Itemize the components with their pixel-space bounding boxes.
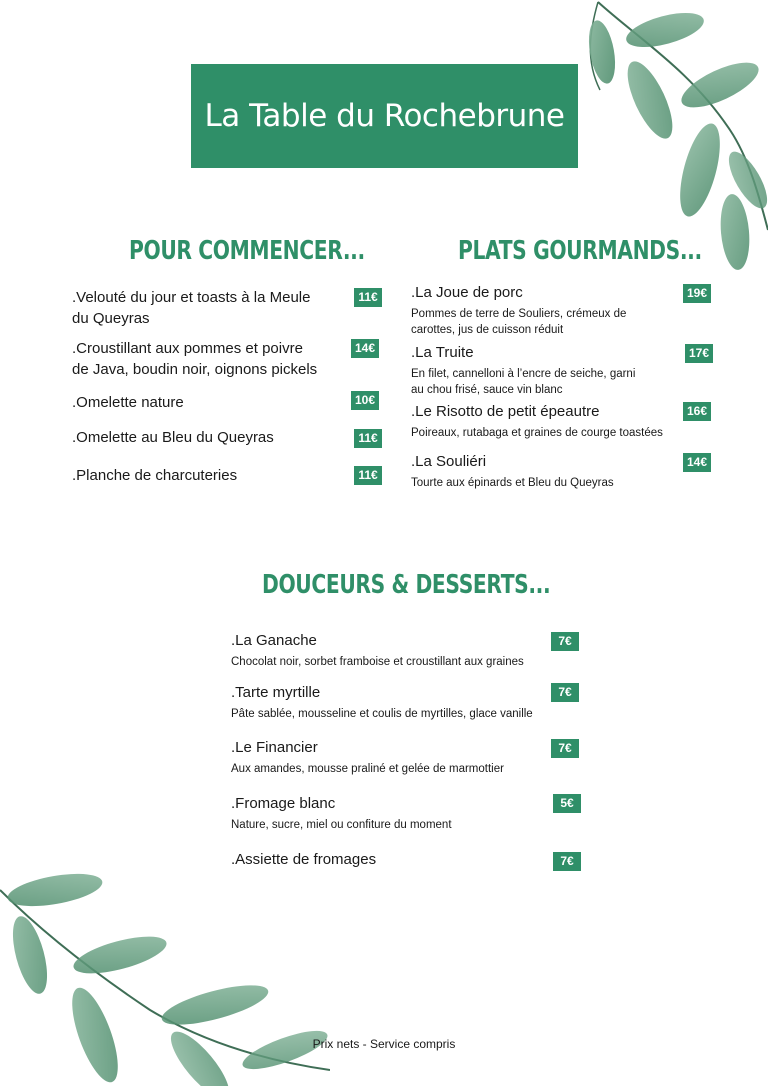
- item-description: Aux amandes, mousse praliné et gelée de marmottier: [231, 763, 504, 775]
- menu-item: [72, 287, 310, 329]
- price-badge: 17€: [685, 344, 713, 363]
- item-description: Nature, sucre, miel ou confiture du moment: [231, 819, 452, 831]
- item-name: .Croustillant aux pommes et poivre de Java, boudin noir, oignons pickels: [72, 340, 318, 378]
- item-description: Chocolat noir, sorbet framboise et croustillant aux graines: [231, 656, 524, 668]
- menu-item: [231, 630, 561, 670]
- item-name: .Planche de charcuteries: [72, 467, 238, 484]
- menu-item: [72, 338, 317, 380]
- menu-item: [231, 849, 561, 870]
- price-badge: 7€: [553, 852, 581, 871]
- item-description: Pommes de terre de Souliers, crémeux de carottes, jus de cuisson réduit: [411, 308, 627, 336]
- price-badge: 11€: [354, 288, 382, 307]
- menu-item: [72, 465, 237, 486]
- price-badge: 11€: [354, 429, 382, 448]
- item-description: Tourte aux épinards et Bleu du Queyras: [411, 477, 614, 489]
- item-name: .Fromage blanc: [231, 795, 336, 812]
- item-name: .La Souliéri: [411, 453, 487, 470]
- item-name: .Omelette au Bleu du Queyras: [72, 429, 274, 446]
- heading-desserts: DOUCEURS & DESSERTS...: [262, 570, 551, 600]
- price-badge: 7€: [551, 683, 579, 702]
- heading-starters: POUR COMMENCER...: [129, 236, 365, 266]
- footer-note: Prix nets - Service compris: [312, 1037, 456, 1051]
- item-name: .La Ganache: [231, 632, 317, 649]
- menu-item: [72, 427, 274, 448]
- menu-item: [411, 342, 681, 398]
- price-badge: 10€: [351, 391, 379, 410]
- menu-item: [411, 401, 691, 441]
- price-badge: 14€: [683, 453, 711, 472]
- menu-item: [72, 392, 184, 413]
- heading-mains: PLATS GOURMANDS...: [458, 236, 702, 266]
- item-name: .Le Risotto de petit épeautre: [411, 403, 600, 420]
- menu-item: [231, 682, 561, 722]
- item-name: .La Truite: [411, 344, 474, 361]
- item-name: .Velouté du jour et toasts à la Meule du Queyras: [72, 289, 311, 327]
- restaurant-title: La Table du Rochebrune: [204, 98, 565, 134]
- item-name: .Assiette de fromages: [231, 851, 377, 868]
- price-badge: 5€: [553, 794, 581, 813]
- menu-item: [231, 737, 561, 777]
- item-description: En filet, cannelloni à l’encre de seiche, garni au chou frisé, sauce vin blanc: [411, 368, 636, 396]
- leaf-branch-bottom-icon: [0, 860, 330, 1086]
- menu-item: [231, 793, 561, 833]
- item-name: .Omelette nature: [72, 394, 184, 411]
- price-badge: 16€: [683, 402, 711, 421]
- item-name: .Tarte myrtille: [231, 684, 321, 701]
- item-description: Pâte sablée, mousseline et coulis de myrtilles, glace vanille: [231, 708, 533, 720]
- price-badge: 14€: [351, 339, 379, 358]
- price-badge: 11€: [354, 466, 382, 485]
- menu-item: [411, 451, 681, 491]
- price-badge: 7€: [551, 739, 579, 758]
- title-banner: [191, 64, 578, 168]
- price-badge: 7€: [551, 632, 579, 651]
- item-name: .Le Financier: [231, 739, 318, 756]
- item-description: Poireaux, rutabaga et graines de courge toastées: [411, 427, 663, 439]
- item-name: .La Joue de porc: [411, 284, 523, 301]
- menu-item: [411, 282, 681, 338]
- price-badge: 19€: [683, 284, 711, 303]
